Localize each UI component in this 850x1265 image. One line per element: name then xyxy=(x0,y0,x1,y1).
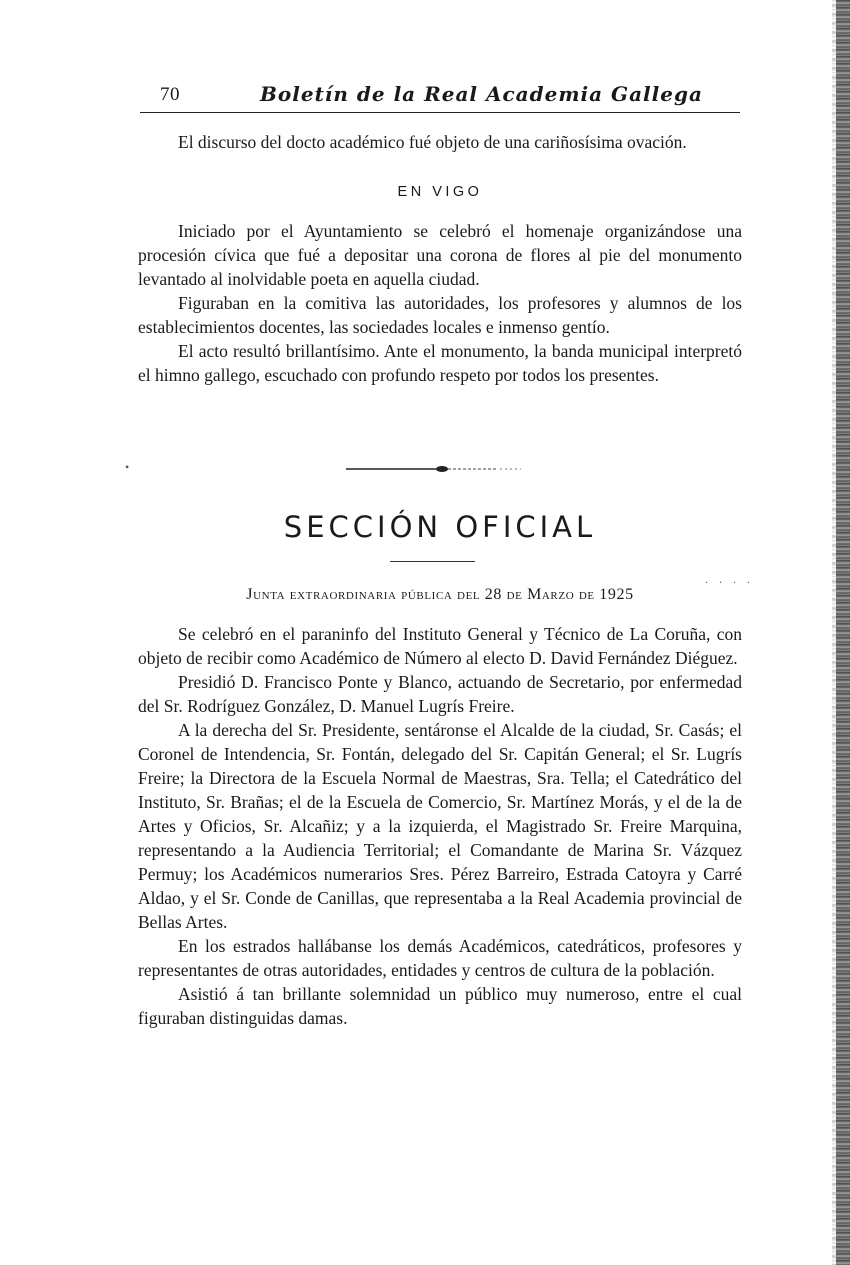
official-paragraph: Asistió á tan brillante solemnidad un público muy numeroso, entre el cual figuraban distinguidas damas. xyxy=(138,984,742,1028)
section-title: SECCIÓN OFICIAL xyxy=(283,510,597,544)
official-paragraph: Presidió D. Francisco Ponte y Blanco, actuando de Secretario, por enfermedad del Sr. Rodríguez González, D. Manuel Lugrís Freire. xyxy=(138,672,742,716)
vigo-paragraph: Iniciado por el Ayuntamiento se celebró el homenaje organizándose una procesión cívica que fué a depositar una corona de flores al pie del monumento levantado al inolvidable poeta en aquella ciudad. xyxy=(138,221,742,289)
official-paragraph: En los estrados hallábanse los demás Académicos, catedráticos, profesores y representantes de otras autoridades, entidades y centros de cultura de la población. xyxy=(138,936,742,980)
vigo-paragraph: Figuraban en la comitiva las autoridades, los profesores y alumnos de los establecimientos docentes, las sociedades locales e inmenso gentío. xyxy=(138,293,742,337)
session-title: Junta extraordinaria pública del 28 de Marzo de 1925 xyxy=(246,586,634,603)
running-header xyxy=(140,82,740,113)
page-number: 70 xyxy=(160,84,180,105)
vigo-paragraph: El acto resultó brillantísimo. Ante el monumento, la banda municipal interpretó el himno gallego, escuchado con profundo respeto por todos los presentes. xyxy=(138,341,742,385)
official-body xyxy=(138,622,742,1030)
official-paragraph: Se celebró en el paraninfo del Instituto General y Técnico de La Coruña, con objeto de recibir como Académico de Número al electo D. David Fernández Diéguez. xyxy=(138,624,742,668)
vigo-heading: EN VIGO xyxy=(397,184,483,200)
official-paragraph: A la derecha del Sr. Presidente, sentáronse el Alcalde de la ciudad, Sr. Casás; el Coronel de Intendencia, Sr. Fontán, delegado del Sr. Capitán General; el Sr. Lugrís Freire; la Directora de la Escuela Normal de Maestras, Sra. Tella; el Catedrático del Instituto, Sr. Brañas; el de la Escuela de Comercio, Sr. Martínez Morás, y el de la de Artes y Oficios, Sr. Alcañiz; y a la izquierda, el Magistrado Sr. Freire Marquina, representando a la Audiencia Territorial; el Comandante de Marina Sr. Vázquez Permuy; los Académicos numerarios Sres. Pérez Barreiro, Estrada Catoyra y Carré Aldao, y el Sr. Conde de Canillas, que representaba a la Real Academia provincial de Bellas Artes. xyxy=(138,720,742,932)
scan-speck: • xyxy=(125,460,130,474)
section-divider-ornament xyxy=(346,462,521,476)
scan-edge-noise xyxy=(832,0,836,1265)
vigo-body xyxy=(138,219,742,387)
closing-paragraph: El discurso del docto académico fué objeto de una cariñosísima ovación. xyxy=(178,132,687,152)
scan-dots: . . . . xyxy=(705,572,754,586)
journal-title: Boletín de la Real Academia Gallega xyxy=(260,82,703,106)
scan-edge-shadow xyxy=(836,0,850,1265)
closing-paragraph-block xyxy=(138,130,742,154)
title-underline-rule xyxy=(390,561,475,562)
